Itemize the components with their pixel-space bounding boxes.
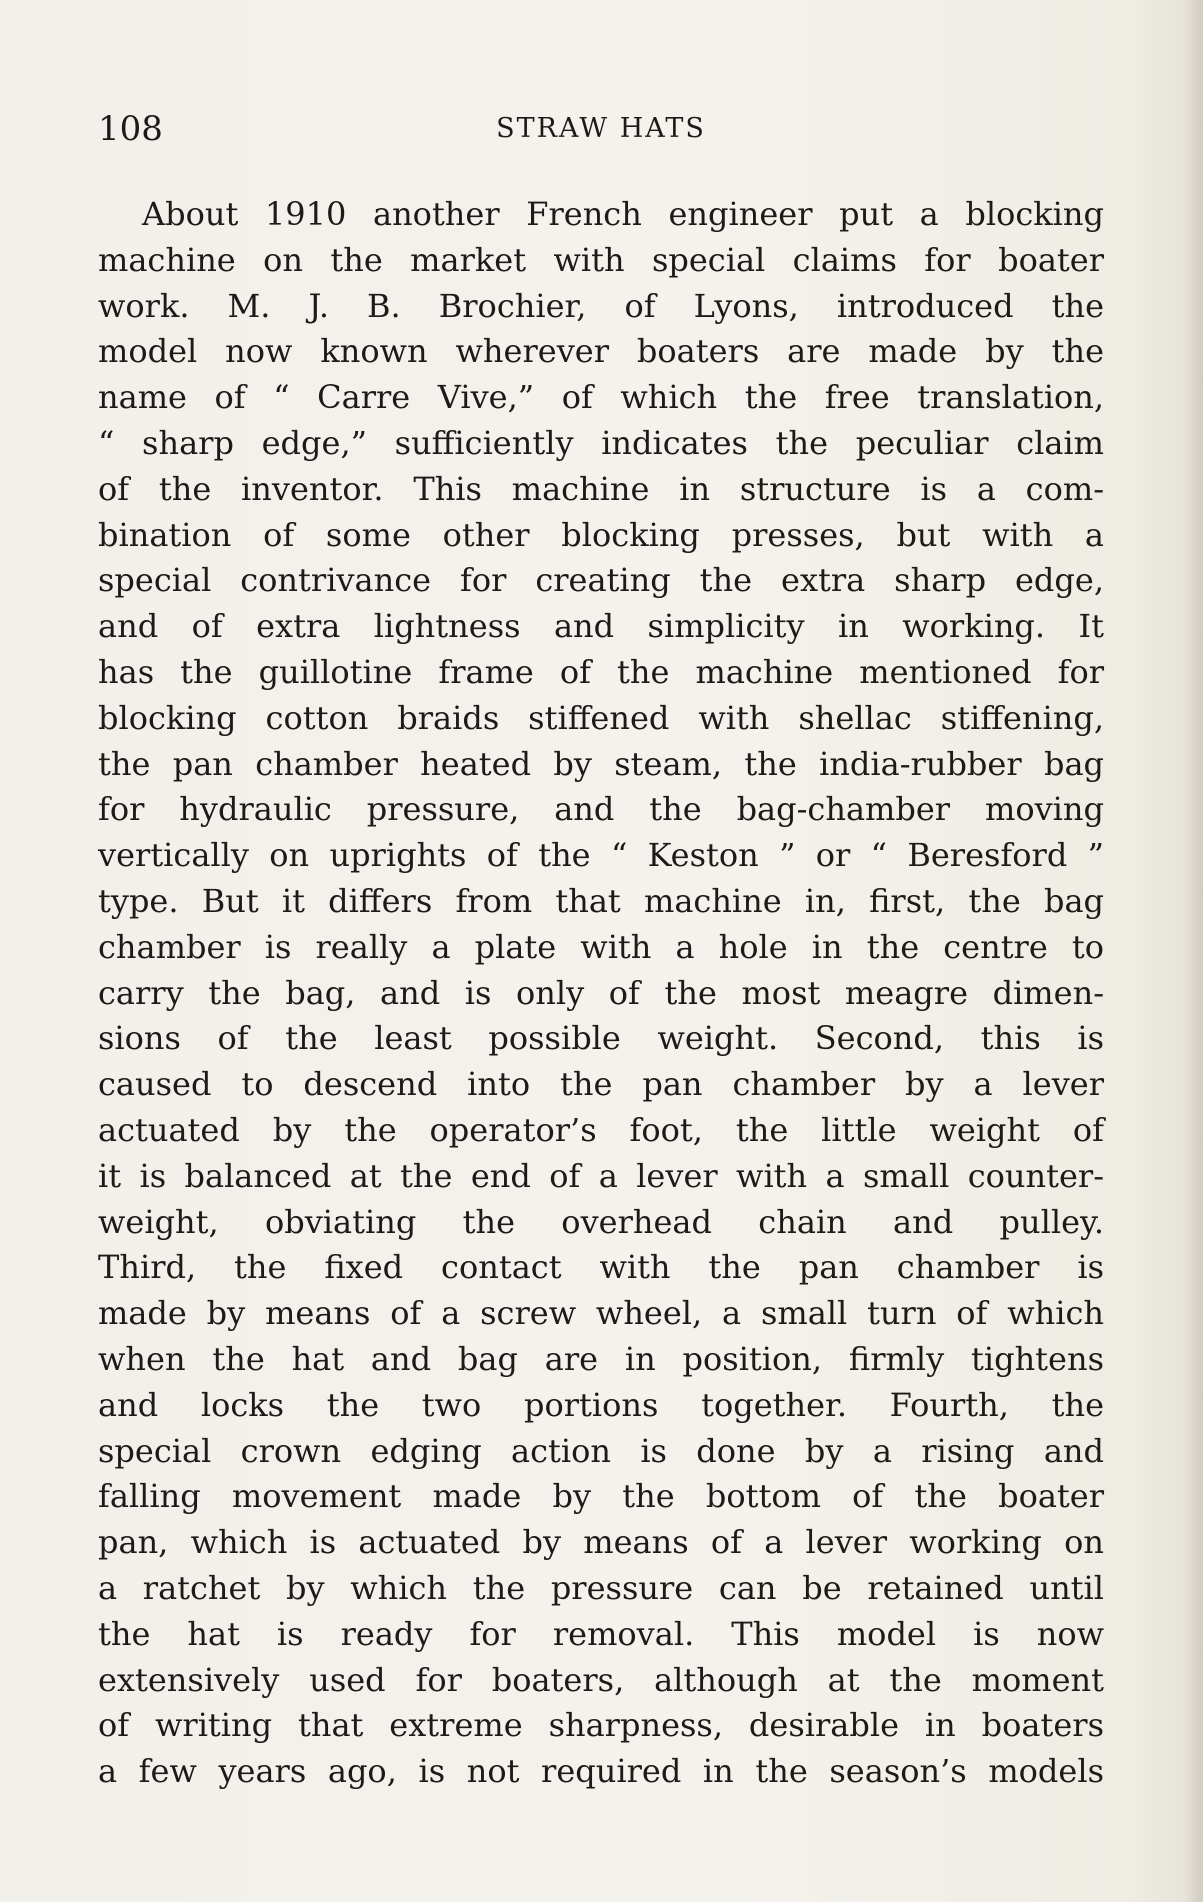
text-line: About 1910 another French engineer put a blocking <box>142 195 1104 233</box>
text-line: “ sharp edge,” sufficiently indicates the peculiar claim <box>98 423 1104 462</box>
text-line: chamber is really a plate with a hole in the centre to <box>98 927 1104 966</box>
text-line: has the guillotine frame of the machine mentioned for <box>98 652 1104 691</box>
text-line: and of extra lightness and simplicity in working. It <box>98 607 1104 646</box>
text-line: for hydraulic pressure, and the bag-chamber moving <box>98 790 1104 829</box>
text-line: special contrivance for creating the extra sharp edge, <box>98 561 1104 600</box>
text-line: made by means of a screw wheel, a small turn of which <box>98 1294 1104 1333</box>
text-line: special crown edging action is done by a rising and <box>98 1431 1104 1470</box>
text-line: name of “ Carre Vive,” of which the free translation, <box>98 378 1104 417</box>
body-paragraph <box>98 192 1104 1795</box>
page-header <box>98 104 1104 154</box>
text-line: Third, the fixed contact with the pan chamber is <box>98 1248 1104 1287</box>
text-line: model now known wherever boaters are made by the <box>98 332 1104 371</box>
text-line: extensively used for boaters, although at the moment <box>98 1660 1104 1699</box>
text-line: caused to descend into the pan chamber by a lever <box>98 1065 1104 1104</box>
text-line: when the hat and bag are in position, firmly tightens <box>98 1339 1104 1378</box>
text-line: the pan chamber heated by steam, the india-rubber bag <box>98 744 1104 783</box>
text-line: pan, which is actuated by means of a lever working on <box>98 1523 1104 1562</box>
text-line: and locks the two portions together. Fourth, the <box>98 1385 1104 1424</box>
text-line: of writing that extreme sharpness, desirable in boaters <box>98 1706 1104 1745</box>
text-line: work. M. J. B. Brochier, of Lyons, introduced the <box>98 286 1104 325</box>
text-line: the hat is ready for removal. This model is now <box>98 1614 1104 1653</box>
text-line: vertically on uprights of the “ Keston ” or “ Beresford ” <box>98 836 1104 875</box>
text-line: machine on the market with special claims for boater <box>98 240 1104 279</box>
text-line: actuated by the operator’s foot, the little weight of <box>98 1110 1104 1149</box>
text-line: carry the bag, and is only of the most meagre dimen- <box>98 973 1104 1012</box>
text-line: sions of the least possible weight. Second, this is <box>98 1019 1104 1058</box>
text-line: blocking cotton braids stiffened with shellac stiffening, <box>98 698 1104 737</box>
running-head: STRAW HATS <box>496 113 706 144</box>
page-edge-shadow <box>1185 0 1203 1902</box>
text-line: falling movement made by the bottom of the boater <box>98 1477 1104 1516</box>
text-line: of the inventor. This machine in structure is a com- <box>98 469 1104 508</box>
text-line: weight, obviating the overhead chain and pulley. <box>98 1202 1104 1241</box>
text-line: a ratchet by which the pressure can be retained until <box>98 1568 1104 1607</box>
text-line: type. But it differs from that machine in, first, the bag <box>98 881 1104 920</box>
text-line: it is balanced at the end of a lever with a small counter- <box>98 1156 1104 1195</box>
text-line: a few years ago, is not required in the season’s models <box>98 1752 1104 1791</box>
text-line: bination of some other blocking presses, but with a <box>98 515 1104 554</box>
page-number: 108 <box>98 109 163 149</box>
